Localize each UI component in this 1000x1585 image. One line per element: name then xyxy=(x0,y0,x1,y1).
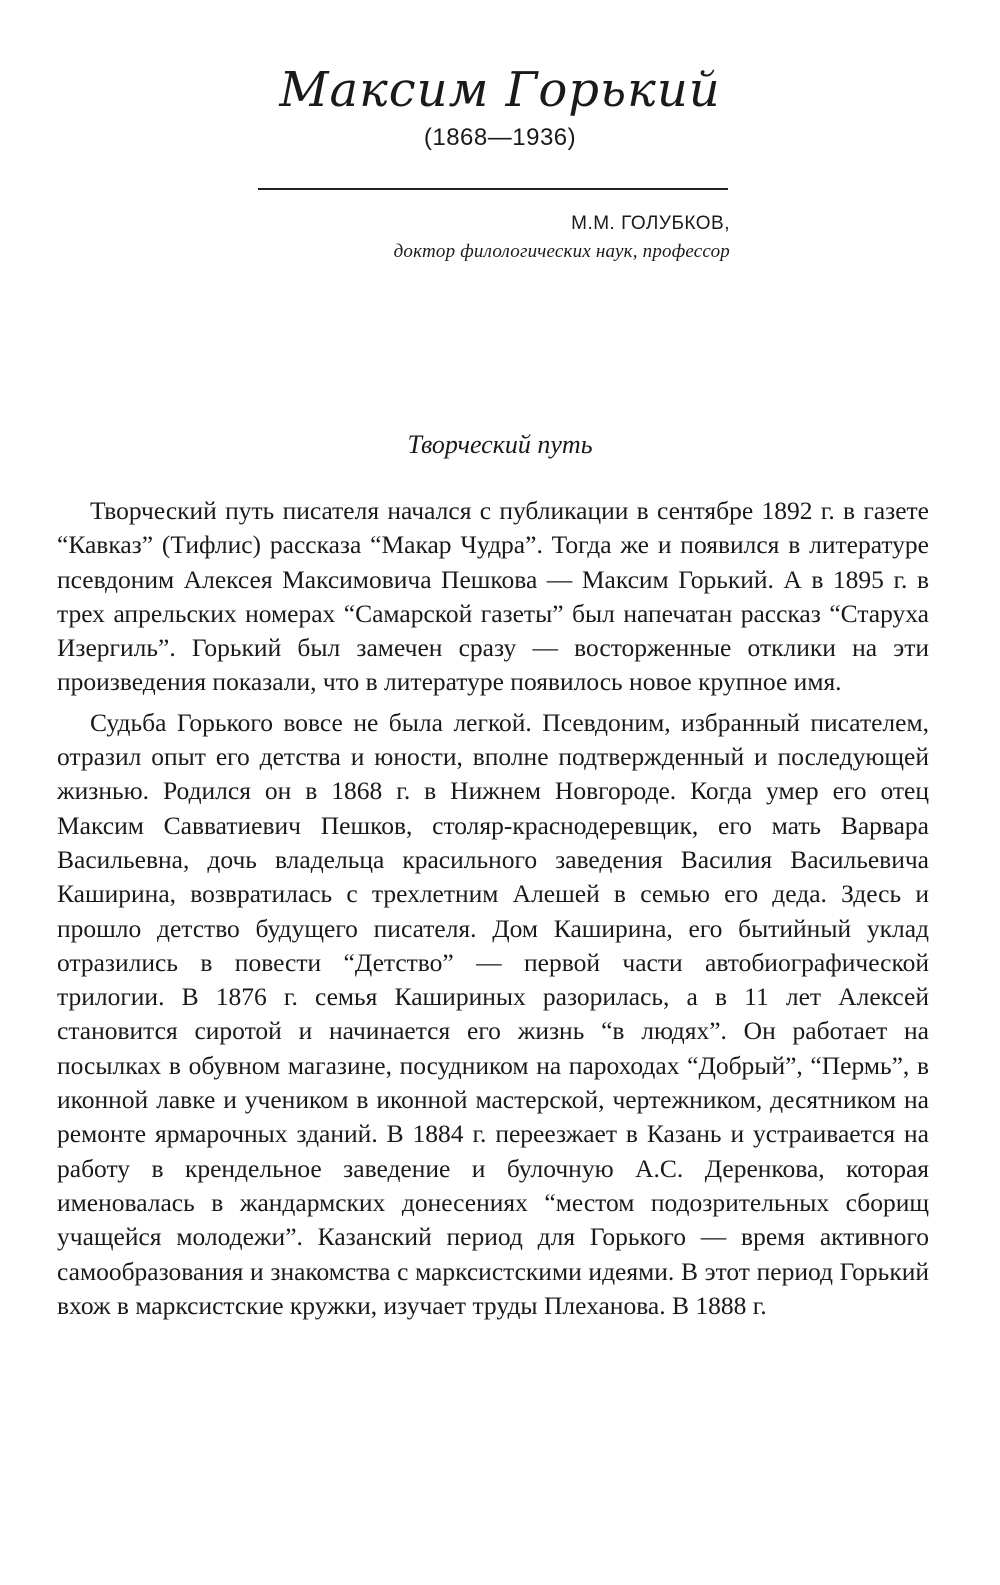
article-title: Максим Горький xyxy=(279,62,721,118)
divider-rule xyxy=(258,188,728,190)
author-name: М.М. ГОЛУБКОВ, xyxy=(571,213,730,234)
section-heading: Творческий путь xyxy=(407,430,593,459)
author-credentials: доктор филологических наук, профессор xyxy=(393,241,730,262)
life-years: (1868—1936) xyxy=(423,124,577,151)
body-text xyxy=(57,494,929,1329)
paragraph-1: Творческий путь писателя начался с публикации в сентябре 1892 г. в газете “Кавказ” (Тифлис) рассказа “Макар Чудра”. Тогда же и появился в литературе псевдоним Алексея Максимовича Пешкова — Максим Горький. А в 1895 г. в трех апрельских номерах “Самарской газеты” был напечатан рассказ “Старуха Изергиль”. Горький был замечен сразу — восторженные отклики на эти произведения показали, что в литературе появилось новое крупное имя. xyxy=(57,496,929,697)
paragraph-2: Судьба Горького вовсе не была легкой. Псевдоним, избранный писателем, отразил опыт его детства и юности, вполне подтвержденный и последующей жизнью. Родился он в 1868 г. в Нижнем Новгороде. Когда умер его отец Максим Савватиевич Пешков, столяр-краснодеревщик, его мать Варвара Васильевна, дочь владельца красильного заведения Василия Васильевича Каширина, возвратилась с трехлетним Алешей в семью его деда. Здесь и прошло детство будущего писателя. Дом Каширина, его бытийный уклад отразились в повести “Детство” — первой части автобиографической трилогии. В 1876 г. семья Кашириных разорилась, а в 11 лет Алексей становится сиротой и начинается его жизнь “в людях”. Он работает на посылках в обувном магазине, посудником на пароходах “Добрый”, “Пермь”, в иконной лавке и учеником в иконной мастерской, чертежником, десятником на ремонте ярмарочных зданий. В 1884 г. переезжает в Казань и устраивается на работу в крендельное заведение и булочную А.С. Деренкова, которая именовалась в жандармских донесениях “местом подозрительных сборищ учащейся молодежи”. Казанский период для Горького — время активного самообразования и знакомства с марксистскими идеями. В этот период Горький вхож в марксистские кружки, изучает труды Плеханова. В 1888 г. xyxy=(57,707,929,1320)
